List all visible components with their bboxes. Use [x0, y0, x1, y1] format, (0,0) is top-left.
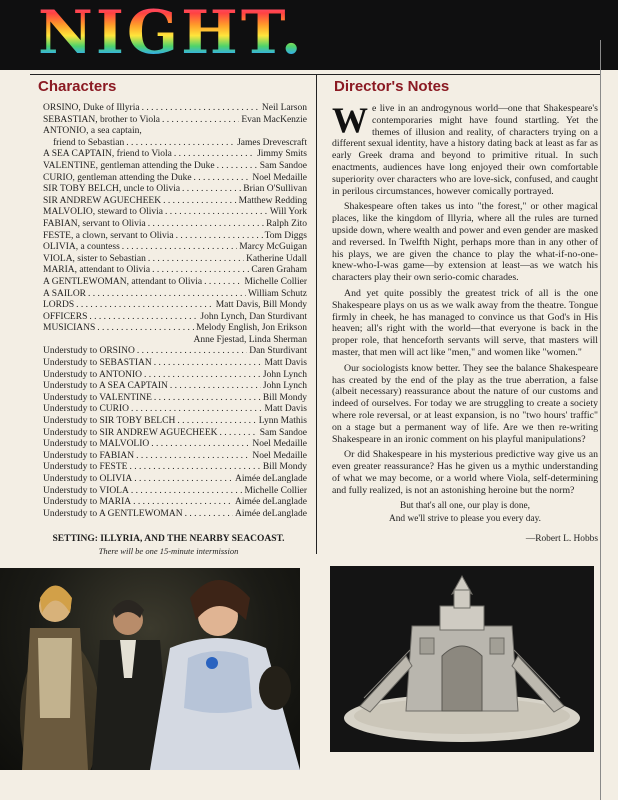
- cast-row: [43, 451, 307, 463]
- cast-row: [43, 265, 307, 277]
- leader-dots: [133, 497, 233, 509]
- actor-name: Neil Larson: [261, 103, 307, 113]
- actor-name: Caren Graham: [251, 265, 307, 276]
- role-name: A SEA CAPTAIN, friend to Viola: [43, 149, 172, 160]
- cast-row: [43, 289, 307, 301]
- leader-dots: [137, 346, 247, 358]
- role-name: Understudy to A GENTLEWOMAN: [43, 508, 183, 519]
- cast-row: [43, 161, 307, 173]
- cast-row: [43, 231, 307, 243]
- actor-name: Bill Mondy: [262, 462, 307, 473]
- leader-dots: [134, 474, 233, 486]
- actor-name: Will York: [269, 207, 307, 218]
- actor-name: Matt Davis: [264, 404, 307, 415]
- cast-row: [43, 486, 307, 498]
- leader-dots: [220, 428, 258, 440]
- role-name: SIR ANDREW AGUECHEEK: [43, 195, 162, 206]
- leader-dots: [97, 323, 194, 335]
- actor-name: John Lynch, Dan Sturdivant: [200, 311, 307, 322]
- leader-dots: [185, 509, 233, 521]
- actor-name: Sam Sandoe: [259, 427, 307, 438]
- actor-name: Michelle Collier: [244, 485, 307, 496]
- actor-name: Bill Mondy: [262, 392, 307, 403]
- role-name: ANTONIO, a sea captain,: [43, 126, 142, 137]
- role-name: Understudy to MARIA: [43, 497, 132, 508]
- column-divider-vertical: [316, 74, 317, 554]
- role-name: Understudy to SIR TOBY BELCH: [43, 416, 176, 427]
- actor-name: William Schutz: [248, 288, 307, 299]
- role-name: LORDS: [43, 300, 75, 311]
- role-name: MUSICIANS: [43, 323, 96, 334]
- cast-row: [43, 300, 307, 312]
- leader-dots: [154, 393, 261, 405]
- directors-notes-heading: Director's Notes: [334, 78, 450, 95]
- cast-row: [43, 207, 307, 219]
- cast-row: [43, 509, 307, 521]
- actor-name: Aimée deLanglade: [234, 508, 307, 519]
- page-edge-line: [600, 40, 601, 800]
- actor-name: Matthew Redding: [238, 195, 307, 206]
- cast-row: [43, 474, 307, 486]
- notes-paragraph: And yet quite possibly the greatest trick of all is the one Shakespeare plays on us as we walk away from the theatre. Tongue firmly in cheek, he has managed to convince us that God's in His heaven; all's right with the world—that everyone is back in the proper role, that henceforth servants will serve, that masters will master, that men will act like "men," and women like "women.": [332, 287, 598, 358]
- characters-heading: Characters: [38, 78, 117, 95]
- role-name: A GENTLEWOMAN, attendant to Olivia: [43, 276, 203, 287]
- leader-dots: [76, 300, 214, 312]
- role-name: SEBASTIAN, brother to Viola: [43, 114, 160, 125]
- cast-row: [43, 416, 307, 428]
- leader-dots: [122, 242, 237, 254]
- leader-dots: [217, 161, 258, 173]
- actor-name: Brian O'Sullivan: [243, 184, 307, 195]
- actor-name: John Lynch: [262, 369, 307, 380]
- actor-name: John Lynch: [262, 381, 307, 392]
- closing-couplet-line-1: But that's all one, our play is done,: [399, 500, 531, 511]
- column-divider-top: [30, 74, 600, 75]
- cast-row: [43, 277, 307, 289]
- cast-row: [43, 115, 307, 127]
- intermission-note: There will be one 15-minute intermission: [98, 546, 239, 557]
- notes-paragraph: Our sociologists know better. They see the balance Shakespeare has created by the end of the play as the true aberration, a false (albeit necessary) reassurance about the nature of our customs and indeed of ourselves. For today we are struggling to create a society where role reversal, or at least expansion, is no "two hours' traffic" on a stage but a permanent way of life. Are we then re-writing Shakespeare in an ironic comment on his playful manipulations?: [332, 362, 598, 445]
- cast-row: [43, 184, 307, 196]
- cast-row: [43, 462, 307, 474]
- actor-name: Katherine Udall: [246, 253, 307, 264]
- role-name: CURIO, gentleman attending the Duke: [43, 172, 192, 183]
- notes-paragraph: Shakespeare often takes us into "the forest," or other magical places, like the kingdom of Illyria, where all the rules are turned upside down, where wealth and power and even gender are masked and reversed. In Twelfth Night, perhaps more than in any other of his plays, we are given the chance to play the what-if-no-one-knew-who-I-was game—by extension at least—as we watch his characters play their own serio-comic charades.: [332, 201, 598, 284]
- actor-name: Lynn Mathis: [258, 416, 307, 427]
- role-name: Understudy to SEBASTIAN: [43, 358, 152, 369]
- actor-name: Noel Medaille: [252, 450, 307, 461]
- notes-paragraph: Or did Shakespeare in his mysterious predictive way give us an even greater reassurance? Has he given us a mythic understanding of what we may become, or a world where Viola, self-determining and fully realized, is not an astonishing heroine but the norm?: [332, 449, 598, 496]
- actor-name: Matt Davis, Bill Mondy: [215, 300, 307, 311]
- actor-name: Noel Medaille: [252, 439, 307, 450]
- actor-name: Michelle Collier: [244, 276, 307, 287]
- actor-name: Ralph Zito: [266, 218, 307, 229]
- actor-name: Sam Sandoe: [259, 160, 307, 171]
- leader-dots: [148, 254, 244, 266]
- leader-dots: [136, 451, 250, 463]
- role-name: Understudy to FABIAN: [43, 450, 135, 461]
- leader-dots: [194, 173, 251, 185]
- actor-name: Noel Medaille: [252, 172, 307, 183]
- actor-name: Aimée deLanglade: [234, 497, 307, 508]
- actor-name: Marcy McGuigan: [239, 242, 307, 253]
- cast-row: [43, 103, 307, 115]
- actor-name: Melody English, Jon Erikson: [196, 323, 307, 334]
- cast-row: [43, 428, 307, 440]
- role-name: MALVOLIO, steward to Olivia: [43, 207, 163, 218]
- setting-line: SETTING: ILLYRIA, AND THE NEARBY SEACOAST.: [52, 534, 285, 545]
- leader-dots: [131, 486, 243, 498]
- cast-row: [43, 126, 307, 138]
- cast-row: [43, 173, 307, 185]
- closing-couplet-line-2: And we'll strive to please you every day.: [388, 514, 542, 525]
- leader-dots: [89, 312, 198, 324]
- leader-dots: [170, 381, 261, 393]
- production-photo-actors: [0, 568, 300, 770]
- actor-name: Matt Davis: [264, 358, 307, 369]
- role-name: Understudy to ANTONIO: [43, 369, 143, 380]
- actors-photo-illustration: [0, 568, 300, 770]
- role-name: Understudy to MALVOLIO: [43, 439, 150, 450]
- notes-paragraph-text: e live in an androgynous world—one that Shakespeare's contemporaries might have found startling. Yet the themes of illusion and reality, of characters trying on a different sexual identity, have a history dating back at least as far as early Greek drama and beyond to primitive ritual. In such enactments, audiences have long enjoyed their own comfortable superiority over characters who are love-sick, confused, and caught in perilous circumstances, however comically portrayed.: [332, 103, 598, 197]
- cast-row: [43, 312, 307, 324]
- cast-row: [43, 149, 307, 161]
- drop-cap: W: [332, 100, 368, 140]
- actor-name: James Drevescraft: [237, 137, 307, 148]
- characters-column: [30, 76, 307, 556]
- cast-row: [43, 219, 307, 231]
- role-name: Understudy to A SEA CAPTAIN: [43, 381, 168, 392]
- role-name: VIOLA, sister to Sebastian: [43, 253, 146, 264]
- cast-row: [43, 404, 307, 416]
- role-name: MARIA, attendant to Olivia: [43, 265, 151, 276]
- masthead-title: NIGHT.: [38, 0, 305, 68]
- role-name: Understudy to ORSINO: [43, 346, 135, 357]
- role-name: Understudy to FESTE: [43, 462, 128, 473]
- leader-dots: [151, 439, 250, 451]
- cast-row: [43, 254, 307, 266]
- cast-row: [43, 497, 307, 509]
- cast-row: [43, 138, 307, 150]
- set-model-photo: [330, 566, 594, 752]
- role-name: Understudy to CURIO: [43, 404, 130, 415]
- role-name: Understudy to OLIVIA: [43, 474, 133, 484]
- set-model-illustration: [330, 566, 594, 752]
- role-name: A SAILOR: [43, 288, 87, 299]
- cast-row: [43, 242, 307, 254]
- role-name: FESTE, a clown, servant to Olivia: [43, 230, 174, 241]
- leader-dots: [154, 358, 263, 370]
- role-name: OFFICERS: [43, 311, 88, 322]
- leader-dots: [142, 103, 260, 115]
- directors-notes-body: [326, 100, 598, 545]
- cast-row: [43, 393, 307, 405]
- leader-dots: [177, 416, 256, 428]
- leader-dots: [174, 149, 255, 161]
- leader-dots: [131, 404, 262, 416]
- leader-dots: [88, 289, 246, 301]
- actor-name: Jimmy Smits: [257, 149, 307, 160]
- cast-row: [43, 323, 307, 335]
- leader-dots: [129, 462, 260, 474]
- leader-dots: [148, 219, 264, 231]
- cast-row: [43, 381, 307, 393]
- role-name: SIR TOBY BELCH, uncle to Olivia: [43, 184, 181, 195]
- leader-dots: [163, 196, 237, 208]
- cast-list: [30, 103, 307, 520]
- directors-notes-column: [326, 76, 598, 545]
- role-name: OLIVIA, a countess: [43, 242, 120, 253]
- role-name: Understudy to VALENTINE: [43, 392, 152, 403]
- author-signature: —Robert L. Hobbs: [525, 533, 598, 544]
- cast-row: [43, 358, 307, 370]
- cast-row: [43, 346, 307, 358]
- role-name: FABIAN, servant to Olivia: [43, 218, 146, 229]
- role-name: Understudy to SIR ANDREW AGUECHEEK: [43, 427, 218, 438]
- role-name: VALENTINE, gentleman attending the Duke: [43, 160, 215, 171]
- leader-dots: [182, 184, 241, 196]
- cast-row: [43, 439, 307, 451]
- masthead-banner: [0, 0, 618, 70]
- cast-row: [43, 370, 307, 382]
- leader-dots: [162, 115, 239, 127]
- role-name: ORSINO, Duke of Illyria: [43, 103, 140, 113]
- actor-name: Dan Sturdivant: [249, 346, 307, 357]
- actor-name: Evan MacKenzie: [241, 114, 307, 125]
- role-name: Understudy to VIOLA: [43, 485, 129, 496]
- role-name: friend to Sebastian: [53, 137, 125, 148]
- actor-name: Tom Diggs: [264, 230, 307, 241]
- leader-dots: [204, 277, 242, 289]
- cast-row: [43, 196, 307, 208]
- cast-row-continued: Anne Fjestad, Linda Sherman: [193, 334, 307, 345]
- leader-dots: [144, 370, 261, 382]
- leader-dots: [176, 231, 263, 243]
- leader-dots: [152, 265, 249, 277]
- actor-name: Aimée deLanglade: [234, 474, 307, 484]
- leader-dots: [165, 207, 268, 219]
- leader-dots: [126, 138, 235, 150]
- notes-paragraph: [332, 100, 598, 197]
